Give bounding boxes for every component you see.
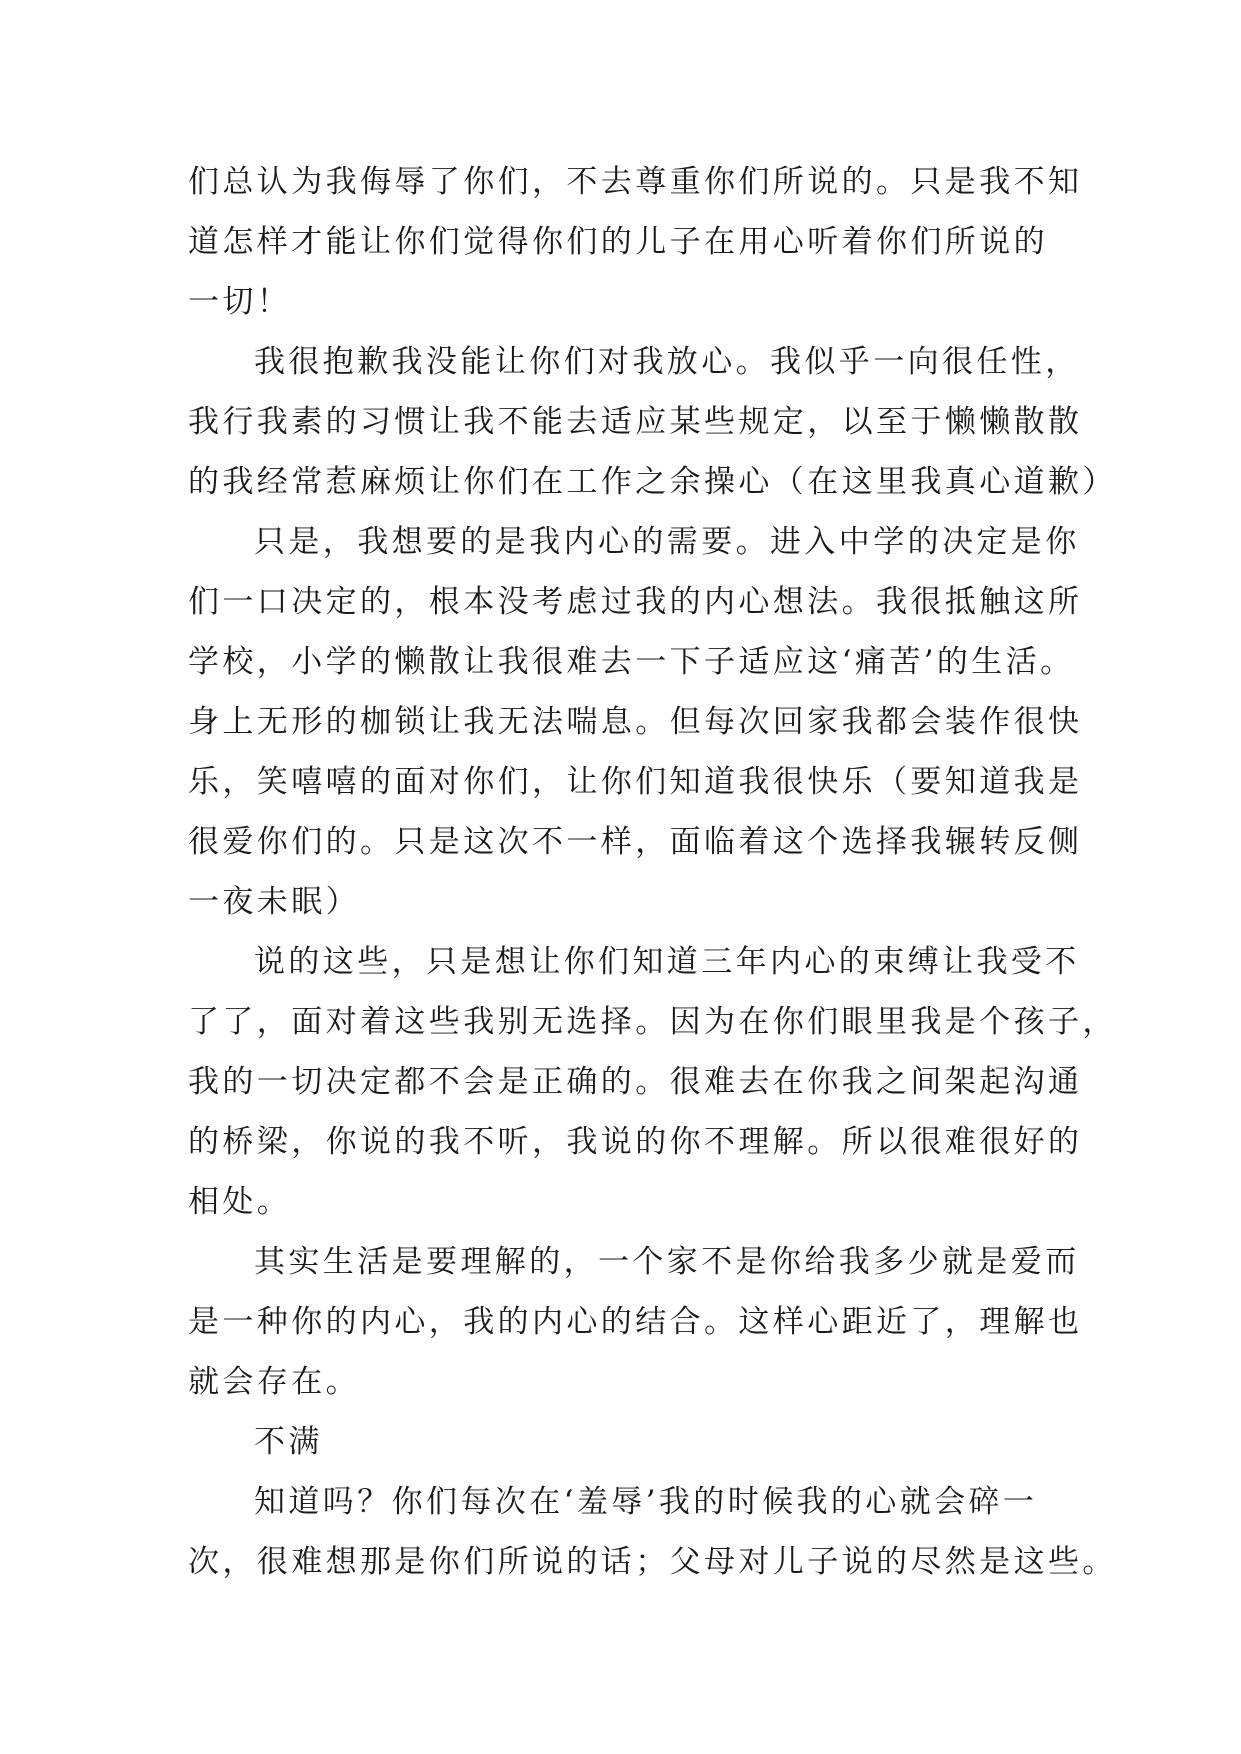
paragraph-start-line: 我很抱歉我没能让你们对我放心。我似乎一向很任性， [254, 344, 1080, 380]
text-line: 们一口决定的，根本没考虑过我的内心想法。我很抵触这所 [188, 584, 1083, 620]
paragraph-start-line: 知道吗？你们每次在‘羞辱’我的时候我的心就会碎一 [254, 1484, 1038, 1520]
document-page [188, 152, 1117, 1592]
text-line: 一切！ [188, 284, 292, 320]
text-line: 学校，小学的懒散让我很难去一下子适应这‘痛苦’的生活。 [188, 644, 1075, 680]
section-heading: 不满 [254, 1424, 323, 1460]
text-line: 我行我素的习惯让我不能去适应某些规定，以至于懒懒散散 [188, 404, 1083, 440]
text-line: 道怎样才能让你们觉得你们的儿子在用心听着你们所说的 [188, 224, 1048, 260]
paragraph-start-line: 只是，我想要的是我内心的需要。进入中学的决定是你 [254, 524, 1080, 560]
paragraph-start-line: 说的这些，只是想让你们知道三年内心的束缚让我受不 [254, 944, 1080, 980]
text-line: 次，很难想那是你们所说的话；父母对儿子说的尽然是这些。 [188, 1544, 1117, 1580]
text-line: 很爱你们的。只是这次不一样，面临着这个选择我辗转反侧 [188, 824, 1083, 860]
text-line: 就会存在。 [188, 1364, 360, 1400]
text-line: 我的一切决定都不会是正确的。很难去在你我之间架起沟通 [188, 1064, 1083, 1100]
text-line: 们总认为我侮辱了你们，不去尊重你们所说的。只是我不知 [188, 164, 1083, 200]
text-line: 了了，面对着这些我别无选择。因为在你们眼里我是个孩子， [188, 1004, 1117, 1040]
text-line: 的桥梁，你说的我不听，我说的你不理解。所以很难很好的 [188, 1124, 1083, 1160]
text-line: 的我经常惹麻烦让你们在工作之余操心（在这里我真心道歉） [188, 464, 1117, 500]
paragraph-start-line: 其实生活是要理解的，一个家不是你给我多少就是爱而 [254, 1244, 1080, 1280]
text-line: 一夜未眠） [188, 884, 360, 920]
text-line: 是一种你的内心，我的内心的结合。这样心距近了，理解也 [188, 1304, 1083, 1340]
text-line: 身上无形的枷锁让我无法喘息。但每次回家我都会装作很快 [188, 704, 1083, 740]
text-line: 相处。 [188, 1184, 292, 1220]
text-line: 乐，笑嘻嘻的面对你们，让你们知道我很快乐（要知道我是 [188, 764, 1083, 800]
